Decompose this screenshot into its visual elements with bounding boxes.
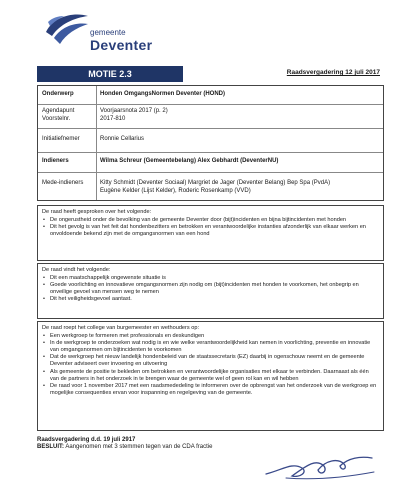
list-item: • Een werkgroep te formeren met professionals en deskundigen — [42, 333, 379, 340]
gemeente-deventer-logo — [44, 10, 184, 60]
logo-line-2: Deventer — [90, 37, 153, 53]
value-initiatiefnemer: Ronnie Cellarius — [100, 136, 145, 142]
section-roept-op — [37, 321, 384, 431]
list-item: • Als gemeente de positie te bekleden om betrokken en verantwoordelijke organisaties met elkaar te verbinden. Daarnaast als één van de partners in het onderzoek in te brengen waar de gemeente wel of geen rol kan en wil hebben — [42, 369, 379, 383]
logo-swoosh-icon — [44, 10, 90, 50]
value-indieners: Wilma Schreur (Gemeentebelang) Alex Gebhardt (DeventerNU) — [100, 158, 279, 164]
row-separator — [38, 152, 383, 153]
label-voorstelnr: Voorstelnr. — [42, 116, 71, 122]
label-initiatiefnemer: Initiatiefnemer — [42, 136, 80, 142]
list-item: • De raad voor 1 november 2017 met een raadsmededeling te informeren over de opbrengst van het onderzoek van de werkgroep en mogelijke consequenties ervan voor inspanning en regelgeving van de gemeente. — [42, 383, 379, 397]
besluit-text: Aangenomen met 3 stemmen tegen van de CDA fractie — [65, 444, 213, 450]
list-item: • Dit het veiligheidsgevoel aantast. — [42, 296, 379, 303]
signature-icon — [262, 448, 382, 484]
meeting-date-header: Raadsvergadering 12 juli 2017 — [286, 69, 380, 76]
value-agendapunt: Voorjaarsnota 2017 (p. 2) — [100, 108, 168, 114]
logo-line-1: gemeente — [90, 28, 126, 37]
bullet-list — [42, 333, 379, 397]
value-voorstelnr: 2017-810 — [100, 116, 126, 122]
list-item: • Dit het gevolg is van het feit dat hondenbezitters en betrokken en verantwoordelijke instanties afzonderlijk van elkaar werken en onvoldoende bekend zijn met de omgangsnormen van een hond — [42, 224, 379, 238]
besluit-line — [37, 444, 212, 450]
value-mede-indieners-2: Eugène Kelder (Lijst Kelder), Roderic Rosenkamp (VVD) — [100, 188, 251, 194]
decision-footer — [37, 437, 212, 450]
value-onderwerp: Honden OmgangsNormen Deventer (HOND) — [100, 91, 226, 97]
section-intro: De raad vindt het volgende: — [42, 267, 111, 273]
besluit-label: BESLUIT: — [37, 444, 64, 450]
list-item: • Dit een maatschappelijk ongewenste situatie is — [42, 275, 379, 282]
label-indieners: Indieners — [42, 158, 69, 164]
motie-title: MOTIE 2.3 — [37, 66, 183, 82]
value-mede-indieners-1: Kitty Schmidt (Deventer Sociaal) Margriet de Jager (Deventer Belang) Bep Spa (PvdA) — [100, 180, 331, 186]
row-separator — [38, 104, 383, 105]
meeting-date-footer: Raadsvergadering d.d. 19 juli 2917 — [37, 437, 136, 443]
list-item: • De ongerustheid onder de bevolking van de gemeente Deventer door (bijt)incidenten en bijna bijtincidenten met honden — [42, 217, 379, 224]
section-intro: De raad roept het college van burgemeester en wethouders op: — [42, 325, 200, 331]
section-intro: De raad heeft gesproken over het volgende: — [42, 209, 152, 215]
label-onderwerp: Onderwerp — [42, 91, 74, 97]
list-item: • Dat de werkgroep het nieuw landelijk hondenbeleid van de staatssecretaris (EZ) daarbij in ogenschouw neemt en de gemeente Deventer adviseert over invoering en uitvoering — [42, 354, 379, 368]
label-mede-indieners: Mede-indieners — [42, 180, 84, 186]
section-vindt — [37, 263, 384, 319]
list-item: • Goede voorlichting en innovatieve omgangsnormen zijn nodig om (bijt)incidenten met honden te voorkomen, het onbegrip en onveilige gevoel van mensen weg te nemen — [42, 282, 379, 296]
row-separator — [38, 172, 383, 173]
section-gesproken — [37, 205, 384, 261]
bullet-list — [42, 275, 379, 303]
row-separator — [38, 128, 383, 129]
label-agendapunt: Agendapunt — [42, 108, 75, 114]
motie-header — [37, 66, 384, 82]
bullet-list — [42, 217, 379, 238]
info-table — [37, 85, 384, 201]
list-item: • In de werkgroep te onderzoeken wat nodig is en wie welke verantwoordelijkheid kan nemen in voorlichting, preventie en innovatie van omgangsnormen om bijtincidenten te voorkomen — [42, 340, 379, 354]
